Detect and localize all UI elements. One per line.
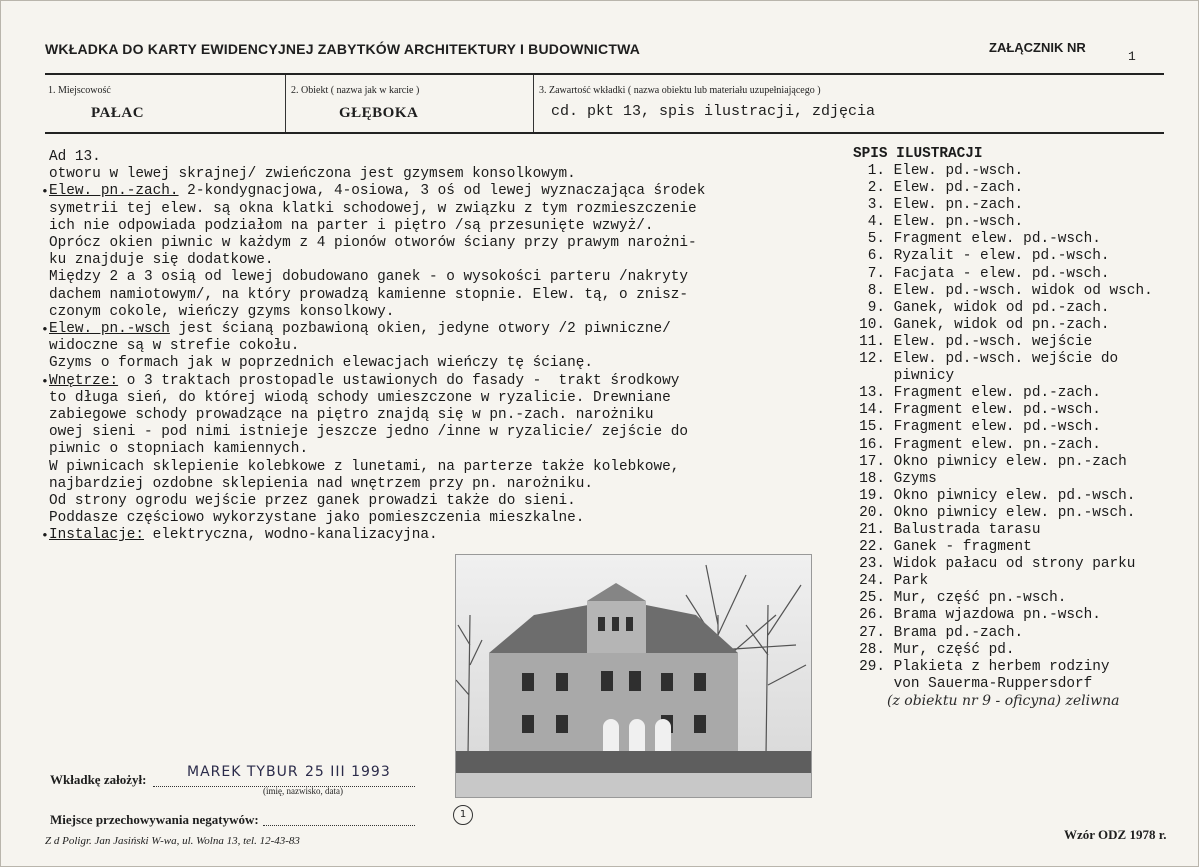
illustration-label: Fragment elew. pd.-wsch. xyxy=(893,231,1101,248)
illustration-label: Plakieta z herbem rodziny xyxy=(893,658,1110,675)
illustration-label: Balustrada tarasu xyxy=(893,521,1041,538)
illustration-spacer xyxy=(885,522,894,539)
illustration-item xyxy=(837,351,1153,368)
illustration-label: Elew. pd.-wsch. wejście do xyxy=(893,351,1119,368)
illustration-number: 2. xyxy=(867,180,885,197)
illustration-spacer xyxy=(885,539,894,556)
illustration-number: 22. xyxy=(859,539,885,556)
illustration-label: Elew. pd.-wsch. wejście xyxy=(893,333,1093,350)
illustration-item xyxy=(837,283,1153,300)
illustration-item xyxy=(837,402,1153,419)
text-line: najbardziej ozdobne sklepienia nad wnętrzem przy pn. narożniku. xyxy=(49,475,594,492)
illustration-spacer xyxy=(885,419,894,436)
illustration-spacer xyxy=(885,625,894,642)
illustration-number: 12. xyxy=(859,351,885,368)
text-line: Ad 13. xyxy=(49,149,101,165)
illustration-item xyxy=(837,437,1153,454)
illustration-item xyxy=(837,573,1153,590)
illustration-spacer xyxy=(885,659,894,676)
illustration-spacer xyxy=(885,214,894,231)
illustration-spacer xyxy=(885,334,894,351)
text-line: Oprócz okien piwnic w każdym z 4 pionów otworów ściany przy prawym narożni- xyxy=(49,235,697,252)
illustration-number: 5. xyxy=(867,231,885,248)
text-line: symetrii tej elew. są okna klatki schodowej, w związku z tym rozmieszczenie xyxy=(49,200,697,217)
object-label: 2. Obiekt ( nazwa jak w karcie ) xyxy=(291,85,420,96)
field-divider-1 xyxy=(285,75,286,132)
illustration-item xyxy=(837,197,1153,214)
illustration-item xyxy=(837,231,1153,248)
section-heading-nw-elevation: Elew. pn.-zach. xyxy=(49,183,179,200)
illustration-number: 26. xyxy=(859,607,885,624)
illustration-label: Mur, część pn.-wsch. xyxy=(893,590,1067,607)
illustration-label: Widok pałacu od strony parku xyxy=(893,556,1136,573)
illustration-number: 11. xyxy=(859,333,885,350)
illustration-number: 23. xyxy=(859,556,885,573)
illustration-item xyxy=(837,471,1153,488)
illustration-label: Brama pd.-zach. xyxy=(893,624,1024,641)
illustration-item xyxy=(837,248,1153,265)
illustration-spacer xyxy=(885,317,894,334)
attachment-label: ZAŁĄCZNIK NR xyxy=(989,40,1086,55)
text-line: to długa sień, do której wiodą schody umieszczone w ryzalicie. Drewniane xyxy=(49,389,671,406)
illustration-spacer xyxy=(885,607,894,624)
illustration-spacer xyxy=(885,454,894,471)
illustration-number: 8. xyxy=(867,282,885,299)
illustration-label: Elew. pn.-zach. xyxy=(893,197,1024,214)
illustration-label: Okno piwnicy elew. pn.-zach xyxy=(893,453,1127,470)
illustration-label: Brama wjazdowa pn.-wsch. xyxy=(893,607,1101,624)
illustration-label: von Sauerma-Ruppersdorf xyxy=(893,675,1093,692)
illustration-label: Fragment elew. pd.-zach. xyxy=(893,385,1101,402)
illustration-spacer xyxy=(885,266,894,283)
illustration-spacer xyxy=(885,573,894,590)
text-line-rest: 2-kondygnacjowa, 4-osiowa, 3 oś od lewej wyznaczająca środek xyxy=(178,183,706,200)
illustration-number: 10. xyxy=(859,316,885,333)
illustration-item xyxy=(837,419,1153,436)
illustration-number: 1. xyxy=(867,163,885,179)
illustration-label: Fragment elew. pd.-wsch. xyxy=(893,402,1101,419)
illustration-item xyxy=(837,454,1153,471)
illustration-label: Ganek, widok od pd.-zach. xyxy=(893,299,1110,316)
illustration-item xyxy=(837,607,1153,624)
illustration-spacer xyxy=(885,402,894,419)
illustration-number: 19. xyxy=(859,487,885,504)
illustration-number: 16. xyxy=(859,436,885,453)
illustration-number: 9. xyxy=(867,299,885,316)
created-date: 25 III 1993 xyxy=(305,764,391,780)
text-line xyxy=(49,373,849,390)
locality-label: 1. Miejscowość xyxy=(48,85,111,96)
field-divider-2 xyxy=(533,75,534,132)
illustration-label: Elew. pn.-wsch. xyxy=(893,214,1024,231)
text-line: ich nie odpowiada podziałom na parter i piętro /są przesunięte wzwyż/. xyxy=(49,217,654,234)
printer-note: Z d Poligr. Jan Jasiński W-wa, ul. Wolna 13, tel. 12-43-83 xyxy=(45,835,300,847)
text-line-rest: o 3 traktach prostopadle ustawionych do fasady - trakt środkowy xyxy=(118,372,680,389)
illustrations-heading: SPIS ILUSTRACJI xyxy=(853,146,983,162)
text-line: otworu w lewej skrajnej/ zwieńczona jest gzymsem konsolkowym. xyxy=(49,166,576,183)
illustration-item xyxy=(837,625,1153,642)
illustration-number: 20. xyxy=(859,504,885,521)
header-rule-bottom xyxy=(45,132,1164,134)
illustration-item xyxy=(837,642,1153,659)
illustration-item xyxy=(837,676,1153,693)
illustration-number: 27. xyxy=(859,624,885,641)
illustration-number: 4. xyxy=(867,214,885,231)
illustration-item xyxy=(837,368,1153,385)
text-line: owej sieni - pod nimi istnieje jeszcze jedno /inne w ryzalicie/ zejście do xyxy=(49,424,689,441)
illustration-number: 13. xyxy=(859,385,885,402)
illustration-number: 18. xyxy=(859,470,885,487)
header-rule-top xyxy=(45,73,1164,75)
illustration-label: Gzyms xyxy=(893,470,937,487)
illustration-item xyxy=(837,385,1153,402)
illustration-number: 24. xyxy=(859,573,885,590)
illustration-spacer xyxy=(885,197,894,214)
object-value: GŁĘBOKA xyxy=(339,105,419,121)
illustration-spacer xyxy=(885,642,894,659)
section-heading-ne-elevation: Elew. pn.-wsch xyxy=(49,321,170,338)
illustration-label: piwnicy xyxy=(893,368,955,385)
illustration-spacer xyxy=(885,505,894,522)
illustration-spacer xyxy=(885,385,894,402)
illustration-label: Elew. pd.-wsch. widok od wsch. xyxy=(893,282,1153,299)
illustration-item xyxy=(837,539,1153,556)
illustration-spacer xyxy=(885,368,894,385)
created-by-label: Wkładkę założył: xyxy=(50,772,147,787)
text-line: zabiegowe schody prowadzące na piętro znajdą się w pn.-zach. narożniku xyxy=(49,407,654,424)
illustration-spacer xyxy=(885,590,894,607)
illustration-spacer xyxy=(885,437,894,454)
illustration-label: Park xyxy=(893,573,929,590)
section-heading-installations: Instalacje: xyxy=(49,527,144,544)
text-line: W piwnicach sklepienie kolebkowe z lunetami, na parterze także kolebkowe, xyxy=(49,458,680,475)
illustration-spacer xyxy=(885,231,894,248)
illustration-label: Fragment elew. pn.-zach. xyxy=(893,436,1101,453)
illustration-number: 6. xyxy=(867,248,885,265)
illustration-number: 21. xyxy=(859,521,885,538)
illustration-number xyxy=(837,676,885,693)
text-line: czonym cokole, wieńczy gzyms konsolkowy. xyxy=(49,303,395,320)
text-line: dachem namiotowym/, na który prowadzą kamienne stopnie. Elew. tą, o znisz- xyxy=(49,286,689,303)
illustration-label: Elew. pd.-wsch. xyxy=(893,163,1024,179)
illustration-item xyxy=(837,180,1153,197)
illustration-item xyxy=(837,590,1153,607)
text-line xyxy=(49,321,849,338)
illustration-label: Ryzalit - elew. pd.-wsch. xyxy=(893,248,1110,265)
illustration-item xyxy=(837,522,1153,539)
palace-photo-image xyxy=(456,555,811,797)
illustration-label: Elew. pd.-zach. xyxy=(893,180,1024,197)
illustration-label: Ganek, widok od pn.-zach. xyxy=(893,316,1110,333)
illustration-spacer xyxy=(885,488,894,505)
created-by-name: MAREK TYBUR xyxy=(187,764,299,780)
illustration-number: 29. xyxy=(859,658,885,675)
text-line: Poddasze częściowo wykorzystane jako pomieszczenia mieszkalne. xyxy=(49,510,585,527)
text-line: Od strony ogrodu wejście przez ganek prowadzi także do sieni. xyxy=(49,493,576,510)
handwritten-note: (z obiektu nr 9 - oficyna) zeliwna xyxy=(887,693,1120,709)
illustration-label: Ganek - fragment xyxy=(893,539,1032,556)
illustration-number: 15. xyxy=(859,419,885,436)
text-line xyxy=(49,527,849,544)
illustration-number: 17. xyxy=(859,453,885,470)
form-code: Wzór ODZ 1978 r. xyxy=(1064,827,1167,842)
locality-value: PAŁAC xyxy=(91,105,145,121)
text-line: Gzyms o formach jak w poprzednich elewacjach wieńczy tę ścianę. xyxy=(49,355,594,372)
contents-value: cd. pkt 13, spis ilustracji, zdjęcia xyxy=(551,103,876,120)
text-line-rest: elektryczna, wodno-kanalizacyjna. xyxy=(144,527,438,544)
illustration-label: Facjata - elew. pd.-wsch. xyxy=(893,265,1110,282)
illustration-label: Fragment elew. pd.-wsch. xyxy=(893,419,1101,436)
illustration-label: Mur, część pd. xyxy=(893,641,1015,658)
illustration-spacer xyxy=(885,283,894,300)
photo-number-circle: 1 xyxy=(453,805,473,825)
illustration-item xyxy=(837,317,1153,334)
text-line: piwnic o stopniach kamiennych. xyxy=(49,441,309,458)
text-line xyxy=(49,183,849,200)
negatives-line xyxy=(263,825,415,826)
illustration-spacer xyxy=(885,180,894,197)
illustration-number: 14. xyxy=(859,402,885,419)
palace-photo xyxy=(455,554,812,798)
illustration-item xyxy=(837,488,1153,505)
illustration-item xyxy=(837,214,1153,231)
illustration-label: Okno piwnicy elew. pd.-wsch. xyxy=(893,487,1136,504)
text-line: Między 2 a 3 osią od lewej dobudowano ganek - o wysokości parteru /nakryty xyxy=(49,269,689,286)
card-title: WKŁADKA DO KARTY EWIDENCYJNEJ ZABYTKÓW ARCHITEKTURY I BUDOWNICTWA xyxy=(45,41,641,57)
illustration-item xyxy=(837,163,1153,180)
text-line: ku znajduje się dodatkowe. xyxy=(49,252,274,269)
description-text xyxy=(49,149,849,545)
illustration-number: 28. xyxy=(859,641,885,658)
illustration-item xyxy=(837,300,1153,317)
illustration-number: 7. xyxy=(867,265,885,282)
illustration-item xyxy=(837,334,1153,351)
illustration-number: 25. xyxy=(859,590,885,607)
illustration-item xyxy=(837,659,1153,676)
contents-label: 3. Zawartość wkładki ( nazwa obiektu lub materiału uzupełniającego ) xyxy=(539,85,821,96)
illustration-spacer xyxy=(885,676,894,693)
illustration-item xyxy=(837,505,1153,522)
illustration-spacer xyxy=(885,556,894,573)
illustration-number xyxy=(837,368,885,385)
illustration-number: 3. xyxy=(867,197,885,214)
illustration-spacer xyxy=(885,163,894,180)
illustration-spacer xyxy=(885,300,894,317)
illustration-spacer xyxy=(885,248,894,265)
illustration-spacer xyxy=(885,471,894,488)
text-line: widoczne są w strefie cokołu. xyxy=(49,338,300,355)
negatives-label: Miejsce przechowywania negatywów: xyxy=(50,812,259,827)
illustration-item xyxy=(837,266,1153,283)
illustration-spacer xyxy=(885,351,894,368)
created-hint: (imię, nazwisko, data) xyxy=(263,786,343,796)
illustration-label: Okno piwnicy elew. pn.-wsch. xyxy=(893,504,1136,521)
attachment-number: 1 xyxy=(1128,49,1136,64)
text-line-rest: jest ścianą pozbawioną okien, jedyne otwory /2 piwniczne/ xyxy=(169,321,671,338)
illustration-item xyxy=(837,556,1153,573)
illustrations-list xyxy=(837,163,1153,693)
section-heading-interior: Wnętrze: xyxy=(49,372,119,389)
